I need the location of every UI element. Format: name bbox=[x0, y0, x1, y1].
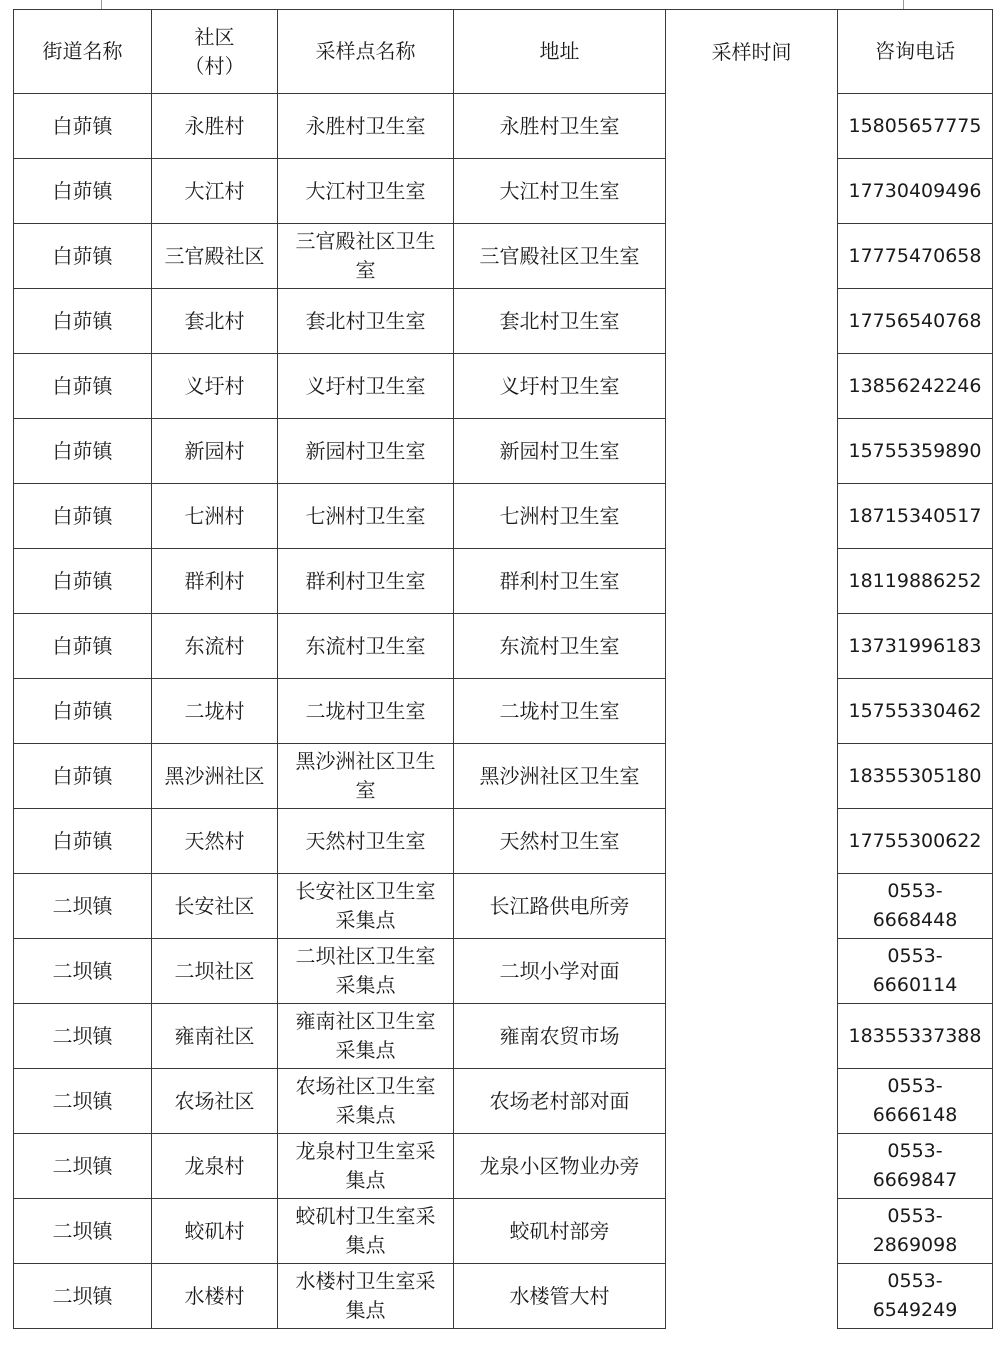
table-row bbox=[14, 419, 993, 484]
cell-address: 雍南农贸市场 bbox=[454, 1004, 666, 1069]
cell-site: 龙泉村卫生室采集点 bbox=[278, 1134, 454, 1199]
cell-address: 大江村卫生室 bbox=[454, 159, 666, 224]
cell-community: 东流村 bbox=[152, 614, 278, 679]
cell-community: 套北村 bbox=[152, 289, 278, 354]
cell-site: 新园村卫生室 bbox=[278, 419, 454, 484]
cell-phone: 18119886252 bbox=[838, 549, 993, 614]
cell-community: 二坝社区 bbox=[152, 939, 278, 1004]
sampling-sites-table bbox=[13, 9, 993, 1329]
cell-time bbox=[666, 1004, 838, 1069]
table-row bbox=[14, 354, 993, 419]
table-row bbox=[14, 289, 993, 354]
cell-site: 蛟矶村卫生室采集点 bbox=[278, 1199, 454, 1264]
cell-time bbox=[666, 1264, 838, 1329]
cell-street: 白茆镇 bbox=[14, 94, 152, 159]
table-row bbox=[14, 939, 993, 1004]
cell-time bbox=[666, 614, 838, 679]
cell-street: 白茆镇 bbox=[14, 419, 152, 484]
cell-street: 白茆镇 bbox=[14, 289, 152, 354]
cell-street: 二坝镇 bbox=[14, 1199, 152, 1264]
cell-time bbox=[666, 1134, 838, 1199]
cell-street: 白茆镇 bbox=[14, 484, 152, 549]
table-row bbox=[14, 1199, 993, 1264]
cell-time bbox=[666, 224, 838, 289]
cell-site: 大江村卫生室 bbox=[278, 159, 454, 224]
cell-address: 永胜村卫生室 bbox=[454, 94, 666, 159]
table-row bbox=[14, 1134, 993, 1199]
cell-community: 七洲村 bbox=[152, 484, 278, 549]
cell-address: 蛟矶村部旁 bbox=[454, 1199, 666, 1264]
cell-site: 东流村卫生室 bbox=[278, 614, 454, 679]
cell-phone: 0553-6660114 bbox=[838, 939, 993, 1004]
cell-site: 义圩村卫生室 bbox=[278, 354, 454, 419]
header-community: 社区（村） bbox=[152, 10, 278, 94]
cell-address: 黑沙洲社区卫生室 bbox=[454, 744, 666, 809]
cell-time bbox=[666, 874, 838, 939]
cell-phone: 17755300622 bbox=[838, 809, 993, 874]
cell-site: 雍南社区卫生室采集点 bbox=[278, 1004, 454, 1069]
cell-phone: 0553-6669847 bbox=[838, 1134, 993, 1199]
cell-address: 二垅村卫生室 bbox=[454, 679, 666, 744]
cell-site: 农场社区卫生室采集点 bbox=[278, 1069, 454, 1134]
cell-address: 套北村卫生室 bbox=[454, 289, 666, 354]
cell-street: 白茆镇 bbox=[14, 679, 152, 744]
cell-street: 二坝镇 bbox=[14, 1004, 152, 1069]
cell-community: 新园村 bbox=[152, 419, 278, 484]
cell-site: 天然村卫生室 bbox=[278, 809, 454, 874]
cell-phone: 0553-6549249 bbox=[838, 1264, 993, 1329]
cell-time bbox=[666, 1199, 838, 1264]
table-row bbox=[14, 1004, 993, 1069]
cell-address: 新园村卫生室 bbox=[454, 419, 666, 484]
table-row bbox=[14, 224, 993, 289]
cell-street: 二坝镇 bbox=[14, 1264, 152, 1329]
cell-community: 永胜村 bbox=[152, 94, 278, 159]
cell-phone: 0553-2869098 bbox=[838, 1199, 993, 1264]
cell-site: 二垅村卫生室 bbox=[278, 679, 454, 744]
cell-street: 白茆镇 bbox=[14, 549, 152, 614]
cell-community: 蛟矶村 bbox=[152, 1199, 278, 1264]
cell-time bbox=[666, 94, 838, 159]
cell-street: 白茆镇 bbox=[14, 354, 152, 419]
cell-time bbox=[666, 549, 838, 614]
cell-street: 二坝镇 bbox=[14, 1069, 152, 1134]
cell-phone: 17775470658 bbox=[838, 224, 993, 289]
table-row bbox=[14, 549, 993, 614]
cell-phone: 17730409496 bbox=[838, 159, 993, 224]
cell-address: 长江路供电所旁 bbox=[454, 874, 666, 939]
cell-time bbox=[666, 159, 838, 224]
cell-community: 大江村 bbox=[152, 159, 278, 224]
cell-address: 东流村卫生室 bbox=[454, 614, 666, 679]
cell-street: 二坝镇 bbox=[14, 939, 152, 1004]
cell-address: 龙泉小区物业办旁 bbox=[454, 1134, 666, 1199]
cell-time bbox=[666, 939, 838, 1004]
table-row bbox=[14, 1069, 993, 1134]
cell-community: 二垅村 bbox=[152, 679, 278, 744]
cell-time bbox=[666, 354, 838, 419]
header-address: 地址 bbox=[454, 10, 666, 94]
cell-community: 水楼村 bbox=[152, 1264, 278, 1329]
cell-phone: 18715340517 bbox=[838, 484, 993, 549]
cell-phone: 17756540768 bbox=[838, 289, 993, 354]
cell-phone: 15805657775 bbox=[838, 94, 993, 159]
cell-time bbox=[666, 1069, 838, 1134]
cell-address: 三官殿社区卫生室 bbox=[454, 224, 666, 289]
cell-address: 天然村卫生室 bbox=[454, 809, 666, 874]
cell-phone: 15755359890 bbox=[838, 419, 993, 484]
cell-community: 天然村 bbox=[152, 809, 278, 874]
cell-phone: 13731996183 bbox=[838, 614, 993, 679]
table-row bbox=[14, 679, 993, 744]
cell-site: 水楼村卫生室采集点 bbox=[278, 1264, 454, 1329]
cell-street: 二坝镇 bbox=[14, 874, 152, 939]
table-row bbox=[14, 809, 993, 874]
header-street: 街道名称 bbox=[14, 10, 152, 94]
table-row bbox=[14, 874, 993, 939]
cell-community: 群利村 bbox=[152, 549, 278, 614]
cell-street: 二坝镇 bbox=[14, 1134, 152, 1199]
cell-phone: 18355305180 bbox=[838, 744, 993, 809]
cell-community: 义圩村 bbox=[152, 354, 278, 419]
cell-site: 七洲村卫生室 bbox=[278, 484, 454, 549]
cell-phone: 0553-6666148 bbox=[838, 1069, 993, 1134]
table-row bbox=[14, 484, 993, 549]
table-row bbox=[14, 614, 993, 679]
cell-time bbox=[666, 289, 838, 354]
table-header-row bbox=[14, 10, 993, 94]
table-row bbox=[14, 1264, 993, 1329]
cell-address: 义圩村卫生室 bbox=[454, 354, 666, 419]
cell-street: 白茆镇 bbox=[14, 809, 152, 874]
cell-time bbox=[666, 419, 838, 484]
cell-site: 群利村卫生室 bbox=[278, 549, 454, 614]
cell-address: 农场老村部对面 bbox=[454, 1069, 666, 1134]
cell-community: 黑沙洲社区 bbox=[152, 744, 278, 809]
cell-community: 龙泉村 bbox=[152, 1134, 278, 1199]
cell-address: 二坝小学对面 bbox=[454, 939, 666, 1004]
cell-street: 白茆镇 bbox=[14, 224, 152, 289]
cell-community: 三官殿社区 bbox=[152, 224, 278, 289]
cell-address: 水楼管大村 bbox=[454, 1264, 666, 1329]
header-phone: 咨询电话 bbox=[838, 10, 993, 94]
cell-time bbox=[666, 744, 838, 809]
cell-time bbox=[666, 679, 838, 744]
cell-street: 白茆镇 bbox=[14, 159, 152, 224]
cell-address: 七洲村卫生室 bbox=[454, 484, 666, 549]
cell-site: 二坝社区卫生室采集点 bbox=[278, 939, 454, 1004]
cell-phone: 13856242246 bbox=[838, 354, 993, 419]
header-time: 采样时间 bbox=[666, 10, 838, 94]
table-row bbox=[14, 159, 993, 224]
cell-street: 白茆镇 bbox=[14, 614, 152, 679]
cell-phone: 15755330462 bbox=[838, 679, 993, 744]
cell-time bbox=[666, 809, 838, 874]
cell-street: 白茆镇 bbox=[14, 744, 152, 809]
cell-site: 套北村卫生室 bbox=[278, 289, 454, 354]
cell-time bbox=[666, 484, 838, 549]
cell-site: 永胜村卫生室 bbox=[278, 94, 454, 159]
cell-community: 雍南社区 bbox=[152, 1004, 278, 1069]
header-site: 采样点名称 bbox=[278, 10, 454, 94]
cell-site: 三官殿社区卫生室 bbox=[278, 224, 454, 289]
cell-community: 农场社区 bbox=[152, 1069, 278, 1134]
table-row bbox=[14, 94, 993, 159]
cell-phone: 18355337388 bbox=[838, 1004, 993, 1069]
cell-site: 黑沙洲社区卫生室 bbox=[278, 744, 454, 809]
cell-address: 群利村卫生室 bbox=[454, 549, 666, 614]
cell-site: 长安社区卫生室采集点 bbox=[278, 874, 454, 939]
table-row bbox=[14, 744, 993, 809]
cell-phone: 0553-6668448 bbox=[838, 874, 993, 939]
cell-community: 长安社区 bbox=[152, 874, 278, 939]
